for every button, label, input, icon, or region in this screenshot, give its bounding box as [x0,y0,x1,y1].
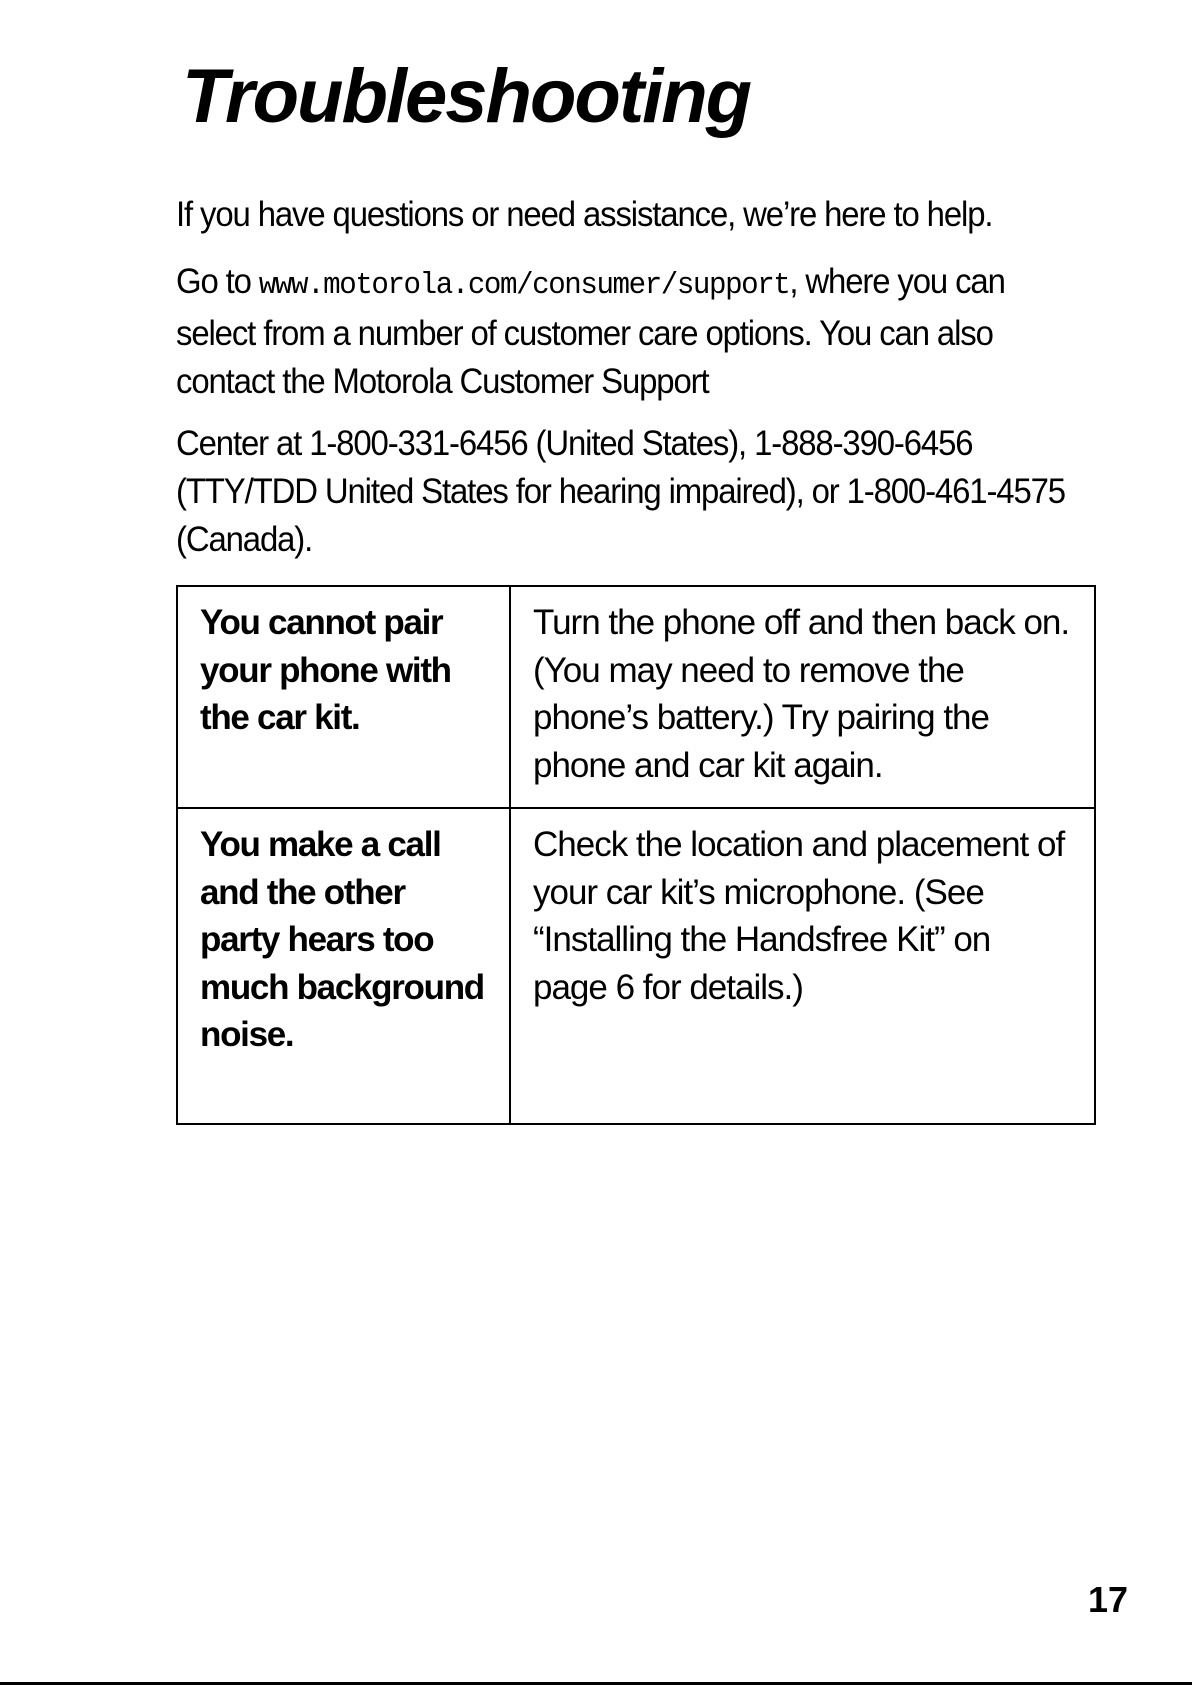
support-paragraph [176,258,1078,406]
table-row [177,586,1095,808]
contact-paragraph: Center at 1-800-331-6456 (United States), 1-888-390-6456 (TTY/TDD United States for hearing impaired), or 1-800-461-4575 (Canada). [176,424,1065,559]
problem-cell: You make a call and the other party hears too much background noise. [177,808,510,1124]
support-url-link[interactable]: www.motorola.com/consumer/support [258,268,790,303]
intro-paragraph: If you have questions or need assistance, we’re here to help. [176,195,993,234]
table-row [177,808,1095,1124]
support-prefix: Go to [176,262,259,301]
page-title: Troubleshooting [182,54,751,139]
support-suffix: , where you can select from a number of customer care options. You can also contact the Motorola Customer Support [176,262,1005,401]
troubleshooting-table [176,585,1096,1125]
page-number: 17 [1087,1579,1128,1620]
problem-cell: You cannot pair your phone with the car kit. [177,586,510,808]
solution-cell: Check the location and placement of your car kit’s microphone. (See “Installing the Handsfree Kit” on page 6 for details.) [510,808,1095,1124]
solution-cell: Turn the phone off and then back on. (You may need to remove the phone’s battery.) Try pairing the phone and car kit again. [510,586,1095,808]
